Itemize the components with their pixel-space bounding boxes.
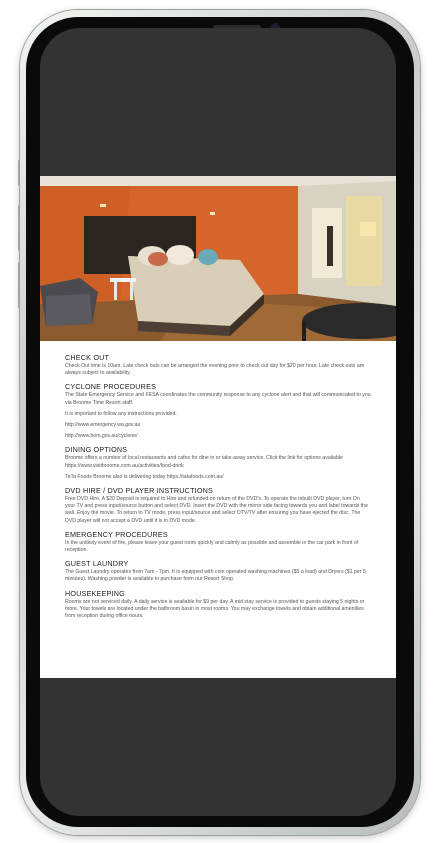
section-text: In the unlikely event of fire, please leave your guest room quickly and calmly as possible and assemble in the car park in front of reception. (65, 539, 359, 554)
section-text: The Guest Laundry operates from 7am - 7pm. It is equipped with coin operated washing machines ($5 a load) and Dryers ($1 per 5 minutes). Washing powder is available to purchase from our Resort Shop. (65, 569, 366, 583)
section-title: DINING OPTIONS (65, 445, 128, 455)
hotel-room-illustration (40, 176, 396, 341)
section-title: EMERGENCY PROCEDURES (65, 529, 168, 539)
section-dvd-hire (65, 486, 371, 525)
section-housekeeping (65, 589, 371, 621)
section-cyclone-procedures (65, 382, 371, 440)
guest-information-page[interactable] (40, 176, 396, 678)
section-guest-laundry (65, 559, 371, 583)
section-title: HOUSEKEEPING (65, 588, 125, 598)
section-title: GUEST LAUNDRY (65, 559, 129, 569)
section-text: Check Out time is 10am. Late check outs can be arranged the evening prior to check out day for $20 per hour. Late check outs are always subject to availability. (65, 363, 365, 377)
emergency-link[interactable]: http://www.emergency.wa.gov.au (65, 422, 141, 429)
phone-screen[interactable] (40, 28, 396, 816)
hotel-room-photo (40, 176, 396, 341)
bom-cyclone-link[interactable]: http://www.bom.gov.au/cyclone/ (65, 433, 138, 440)
section-title: DVD HIRE / DVD PLAYER INSTRUCTIONS (65, 486, 214, 496)
information-content (40, 341, 396, 620)
section-text[interactable]: TaTa Foods Broome also is delivering today https://tatafoods.com.au/ (65, 473, 224, 480)
section-title: CHECK OUT (65, 353, 110, 362)
section-text: It is important to follow any instructions provided. (65, 410, 177, 417)
section-text: The State Emergency Service and FESA coordinates the community response to any cyclone alert and that will communicated to you via Broome Time Resort staff. (65, 392, 371, 406)
section-dining-options (65, 445, 371, 481)
section-check-out (65, 353, 371, 377)
section-emergency-procedures (65, 530, 371, 554)
section-text: Free DVD Hire. A $20 Deposit is required to Hire and refunded on return of the DVD's. To operate the inbuilt DVD player, turn On your TV and press input/source button and select DVD. Insert the DVD with the mirror side facing towards you and label towards the wall. Enjoy the movie. To return to TV mode, press input/source and select DTV/TV after ensuring you have ejected the disc. The DVD player will not accept a DVD until it is in DVD mode. (65, 496, 368, 524)
section-text: Rooms are not serviced daily. A daily service is available for $9 per day. A mid stay service is provided to guests staying 5 nights or more. Your towels are located under the bathroom basin in most rooms. You may exchange towels and obtain additional amenities from reception during office hours. (65, 598, 365, 620)
section-title: CYCLONE PROCEDURES (65, 382, 157, 392)
section-text[interactable]: Broome offers a number of local restaurants and cafes for dine in or take-away service. Click the link for options available https://www.visitbroome.com.au/activities/food-drink (65, 455, 343, 469)
